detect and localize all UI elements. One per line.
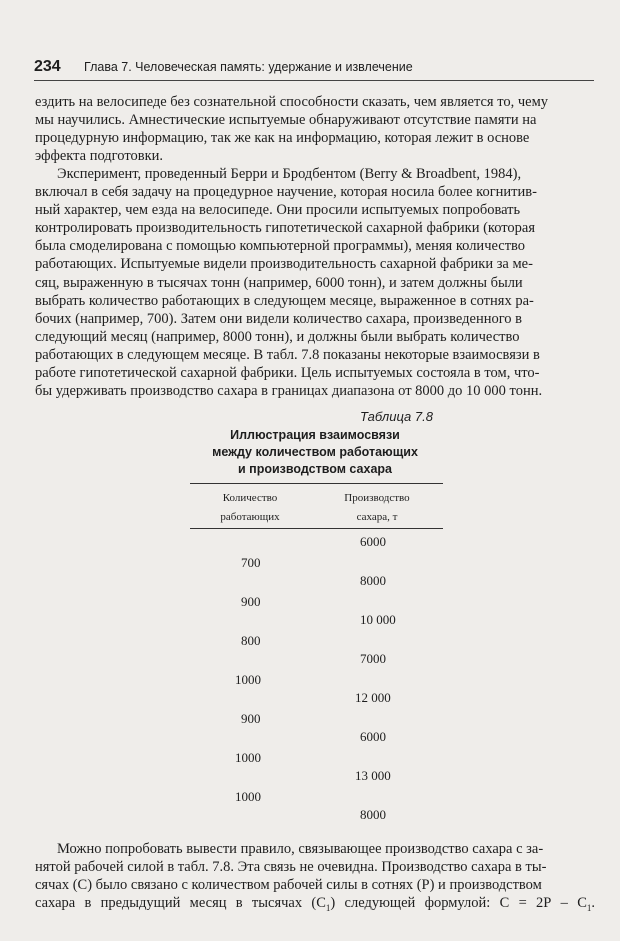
sugar-cell: 10 000 xyxy=(360,612,396,627)
text-line: бочих (например, 700). Затем они видели количество сахара, произведенного в xyxy=(35,310,523,327)
column-header-workers xyxy=(200,489,300,527)
table-top-rule xyxy=(190,483,443,484)
sugar-cell: 12 000 xyxy=(355,690,391,705)
subscript: 1 xyxy=(325,903,331,914)
workers-cell: 900 xyxy=(241,594,261,609)
text-line: ный характер, чем езда на велосипеде. Они просили испытуемых попробовать xyxy=(35,202,521,219)
text-line-formula xyxy=(35,894,595,917)
text-line: сяц, выраженную в тысячах тонн (например, 6000 тонн), и затем должны были xyxy=(35,274,523,291)
paragraph-3 xyxy=(35,840,595,917)
workers-cell: 900 xyxy=(241,711,261,726)
workers-cell: 1000 xyxy=(235,750,261,765)
text-line: работающих. Испытуемые видели производительность сахарной фабрики за ме- xyxy=(35,256,533,273)
page-header xyxy=(34,58,594,81)
table-title-line: и производством сахара xyxy=(238,462,392,476)
text-line: Эксперимент, проведенный Берри и Бродбентом (Berry & Broadbent, 1984), xyxy=(57,166,522,182)
text-line: работе гипотетической сахарной фабрики. Цель испытуемых состояла в том, что- xyxy=(35,365,540,382)
sugar-cell: 6000 xyxy=(360,534,386,549)
text-line: выбрать количество работающих в следующем месяце, выраженное в сотнях ра- xyxy=(35,292,534,309)
text-line: процедурную информацию, так же как на информацию, которая лежит в основе xyxy=(35,130,530,147)
text-line: контролировать производительность гипотетической сахарной фабрики (которая xyxy=(35,220,536,237)
text-line: эффекта подготовки. xyxy=(35,148,163,165)
sugar-cell: 8000 xyxy=(360,807,386,822)
header-line: Производство xyxy=(344,492,410,504)
sugar-cell: 13 000 xyxy=(355,768,391,783)
header-line: Количество xyxy=(222,492,278,504)
table-title-line: Иллюстрация взаимосвязи xyxy=(230,428,400,442)
text-line: включал в себя задачу на процедурное научение, которая носила более когнитив- xyxy=(35,184,537,201)
text-line: работающих в следующем месяце. В табл. 7.8 показаны некоторые взаимосвязи в xyxy=(35,346,540,363)
text-line: мы научились. Амнестические испытуемые обнаруживают отсутствие памяти на xyxy=(35,112,537,129)
table-label: Таблица 7.8 xyxy=(360,409,433,424)
subscript: 1 xyxy=(586,903,592,914)
header-line: работающих xyxy=(220,511,280,523)
running-title: Глава 7. Человеческая память: удержание и извлечение xyxy=(84,60,413,74)
sugar-cell: 6000 xyxy=(360,729,386,744)
formula-end: . xyxy=(591,895,596,912)
header-line: сахара, т xyxy=(356,511,398,523)
table-title-line: между количеством работающих xyxy=(212,445,418,459)
paragraph-1 xyxy=(35,93,595,165)
text-line: следующий месяц (например, 8000 тонн), и должны были выбрать количество xyxy=(35,328,520,345)
formula-text: сахара в предыдущий месяц в тысячах (С xyxy=(35,895,326,912)
text-line: была смоделирована с помощью компьютерной программы), меняя количество xyxy=(35,238,526,255)
text-line: бы удерживать производство сахара в границах диапазона от 8000 до 10 000 тонн. xyxy=(35,383,543,400)
text-line: сячах (С) было связано с количеством рабочей силы в сотнях (Р) и производством xyxy=(35,877,542,894)
column-header-sugar xyxy=(322,489,432,527)
text-line: нятой рабочей силой в табл. 7.8. Эта связь не очевидна. Производство сахара в ты- xyxy=(35,859,547,876)
formula-text: ) следующей формулой: С = 2Р – С xyxy=(330,895,587,912)
workers-cell: 1000 xyxy=(235,789,261,804)
workers-cell: 700 xyxy=(241,555,261,570)
page-number: 234 xyxy=(34,58,61,75)
workers-cell: 800 xyxy=(241,633,261,648)
paragraph-2 xyxy=(35,165,595,400)
sugar-cell: 8000 xyxy=(360,573,386,588)
workers-cell: 1000 xyxy=(235,672,261,687)
table-header-rule xyxy=(190,528,443,529)
text-line: Можно попробовать вывести правило, связывающее производство сахара с за- xyxy=(57,841,544,857)
text-line: ездить на велосипеде без сознательной способности сказать, чем является то, чему xyxy=(35,94,549,110)
table-title xyxy=(200,427,430,478)
sugar-cell: 7000 xyxy=(360,651,386,666)
